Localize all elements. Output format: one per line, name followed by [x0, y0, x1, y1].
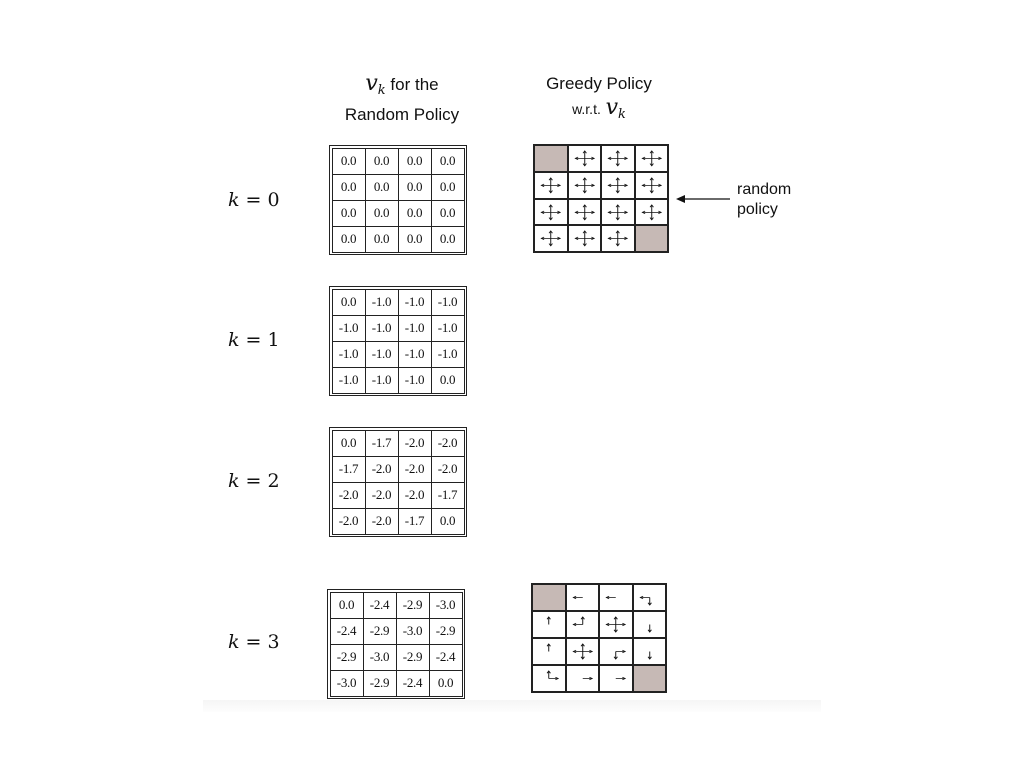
value-cell: 0.0 — [431, 226, 465, 253]
value-cell: 0.0 — [431, 367, 465, 394]
value-cell: 0.0 — [431, 508, 465, 535]
bottom-shadow-band — [203, 700, 821, 712]
policy-cell — [633, 584, 667, 611]
k-label-3: k = 3 — [228, 631, 280, 653]
value-grid-k3 — [327, 589, 465, 699]
policy-arrow-icon — [535, 173, 567, 198]
policy-cell — [566, 665, 600, 692]
value-cell: -1.0 — [398, 289, 432, 316]
policy-cell — [601, 145, 635, 172]
value-cell: -1.0 — [398, 367, 432, 394]
policy-arrow-icon — [636, 173, 668, 198]
policy-arrow-icon — [600, 666, 632, 691]
policy-arrow-icon — [634, 639, 666, 664]
policy-cell — [599, 611, 633, 638]
policy-cell — [568, 145, 602, 172]
value-cell: -2.0 — [365, 508, 399, 535]
policy-arrow-icon — [567, 585, 599, 610]
k-label-1: k = 1 — [228, 329, 280, 351]
policy-arrow-icon — [567, 639, 599, 664]
policy-cell — [534, 172, 568, 199]
value-cell: -1.0 — [332, 341, 366, 368]
policy-arrow-icon — [569, 200, 601, 225]
value-cell: -2.9 — [363, 670, 397, 697]
value-cell: -2.0 — [398, 482, 432, 509]
policy-cell — [599, 584, 633, 611]
value-cell: 0.0 — [398, 148, 432, 175]
policy-cell — [568, 172, 602, 199]
value-cell: -1.0 — [365, 315, 399, 342]
random-policy-annotation: random policy — [737, 181, 792, 218]
value-cell: -1.7 — [332, 456, 366, 483]
policy-arrow-icon — [567, 666, 599, 691]
policy-cell — [601, 199, 635, 226]
policy-arrow-icon — [535, 226, 567, 251]
value-cell: -1.0 — [431, 289, 465, 316]
value-cell: 0.0 — [332, 148, 366, 175]
policy-cell — [566, 638, 600, 665]
value-cell: -3.0 — [429, 592, 463, 619]
value-cell: 0.0 — [365, 226, 399, 253]
value-cell: -3.0 — [330, 670, 364, 697]
value-cell: -2.9 — [396, 592, 430, 619]
policy-cell — [635, 145, 669, 172]
policy-cell — [534, 225, 568, 252]
value-cell: 0.0 — [431, 200, 465, 227]
k-label-0: k = 0 — [228, 189, 280, 211]
value-cell: 0.0 — [332, 430, 366, 457]
policy-arrow-icon — [636, 146, 668, 171]
policy-cell — [568, 225, 602, 252]
policy-cell — [633, 638, 667, 665]
policy-cell — [601, 225, 635, 252]
policy-arrow-icon — [600, 612, 632, 637]
value-cell: -2.0 — [431, 430, 465, 457]
value-cell: -1.0 — [431, 315, 465, 342]
policy-arrow-icon — [602, 173, 634, 198]
policy-cell — [568, 199, 602, 226]
policy-cell — [532, 665, 566, 692]
policy-arrow-icon — [602, 146, 634, 171]
value-cell: 0.0 — [429, 670, 463, 697]
value-cell: 0.0 — [365, 148, 399, 175]
policy-arrow-icon — [602, 200, 634, 225]
value-cell: -2.0 — [332, 508, 366, 535]
value-grid-k1 — [329, 286, 467, 396]
annotation-arrow — [676, 192, 732, 206]
policy-cell — [566, 611, 600, 638]
policy-cell — [532, 611, 566, 638]
value-cell: -1.0 — [365, 289, 399, 316]
value-cell: -2.4 — [330, 618, 364, 645]
policy-arrow-icon — [567, 612, 599, 637]
policy-cell — [534, 199, 568, 226]
value-cell: -2.4 — [429, 644, 463, 671]
policy-cell — [633, 611, 667, 638]
policy-arrow-icon — [569, 173, 601, 198]
value-cell: -2.4 — [363, 592, 397, 619]
policy-grid-k3 — [531, 583, 667, 693]
value-cell: -2.0 — [431, 456, 465, 483]
policy-arrow-icon — [600, 639, 632, 664]
value-cell: 0.0 — [365, 174, 399, 201]
value-cell: -3.0 — [396, 618, 430, 645]
policy-arrow-icon — [569, 146, 601, 171]
value-cell: 0.0 — [365, 200, 399, 227]
value-cell: 0.0 — [431, 148, 465, 175]
value-cell: -2.9 — [396, 644, 430, 671]
value-cell: -1.0 — [365, 367, 399, 394]
policy-grid-k0 — [533, 144, 669, 253]
value-cell: -2.0 — [332, 482, 366, 509]
policy-cell — [635, 172, 669, 199]
policy-arrow-icon — [634, 585, 666, 610]
policy-arrow-icon — [602, 226, 634, 251]
value-cell: -1.7 — [398, 508, 432, 535]
policy-cell — [566, 584, 600, 611]
terminal-state-cell — [633, 665, 667, 692]
policy-arrow-icon — [569, 226, 601, 251]
policy-cell — [601, 172, 635, 199]
policy-cell — [599, 638, 633, 665]
value-cell: -1.0 — [332, 367, 366, 394]
value-cell: 0.0 — [398, 200, 432, 227]
policy-arrow-icon — [636, 200, 668, 225]
value-cell: -1.0 — [332, 315, 366, 342]
value-cell: 0.0 — [332, 174, 366, 201]
terminal-state-cell — [534, 145, 568, 172]
value-cell: 0.0 — [332, 226, 366, 253]
value-cell: -2.9 — [363, 618, 397, 645]
value-cell: -2.0 — [365, 456, 399, 483]
value-cell: 0.0 — [431, 174, 465, 201]
policy-column-heading: Greedy Policy w.r.t. $v_k$ — [546, 74, 652, 122]
policy-cell — [635, 199, 669, 226]
value-cell: -2.0 — [398, 456, 432, 483]
value-cell: -1.7 — [365, 430, 399, 457]
value-cell: -2.9 — [429, 618, 463, 645]
value-cell: -1.0 — [365, 341, 399, 368]
value-cell: -1.7 — [431, 482, 465, 509]
value-cell: 0.0 — [332, 289, 366, 316]
terminal-state-cell — [635, 225, 669, 252]
value-cell: -2.9 — [330, 644, 364, 671]
value-cell: -1.0 — [431, 341, 465, 368]
policy-cell — [599, 665, 633, 692]
value-cell: -2.0 — [398, 430, 432, 457]
value-cell: -2.4 — [396, 670, 430, 697]
terminal-state-cell — [532, 584, 566, 611]
policy-arrow-icon — [533, 612, 565, 637]
policy-arrow-icon — [533, 639, 565, 664]
policy-arrow-icon — [535, 200, 567, 225]
value-cell: 0.0 — [332, 200, 366, 227]
value-cell: 0.0 — [330, 592, 364, 619]
value-grid-k0 — [329, 145, 467, 255]
value-cell: -2.0 — [365, 482, 399, 509]
value-cell: -1.0 — [398, 341, 432, 368]
k-label-2: k = 2 — [228, 470, 280, 492]
value-cell: -3.0 — [363, 644, 397, 671]
value-grid-k2 — [329, 427, 467, 537]
policy-cell — [532, 638, 566, 665]
value-cell: 0.0 — [398, 174, 432, 201]
value-cell: 0.0 — [398, 226, 432, 253]
policy-arrow-icon — [634, 612, 666, 637]
policy-arrow-icon — [533, 666, 565, 691]
value-column-heading: $v_k$ for the Random Policy — [344, 71, 460, 124]
value-cell: -1.0 — [398, 315, 432, 342]
policy-arrow-icon — [600, 585, 632, 610]
